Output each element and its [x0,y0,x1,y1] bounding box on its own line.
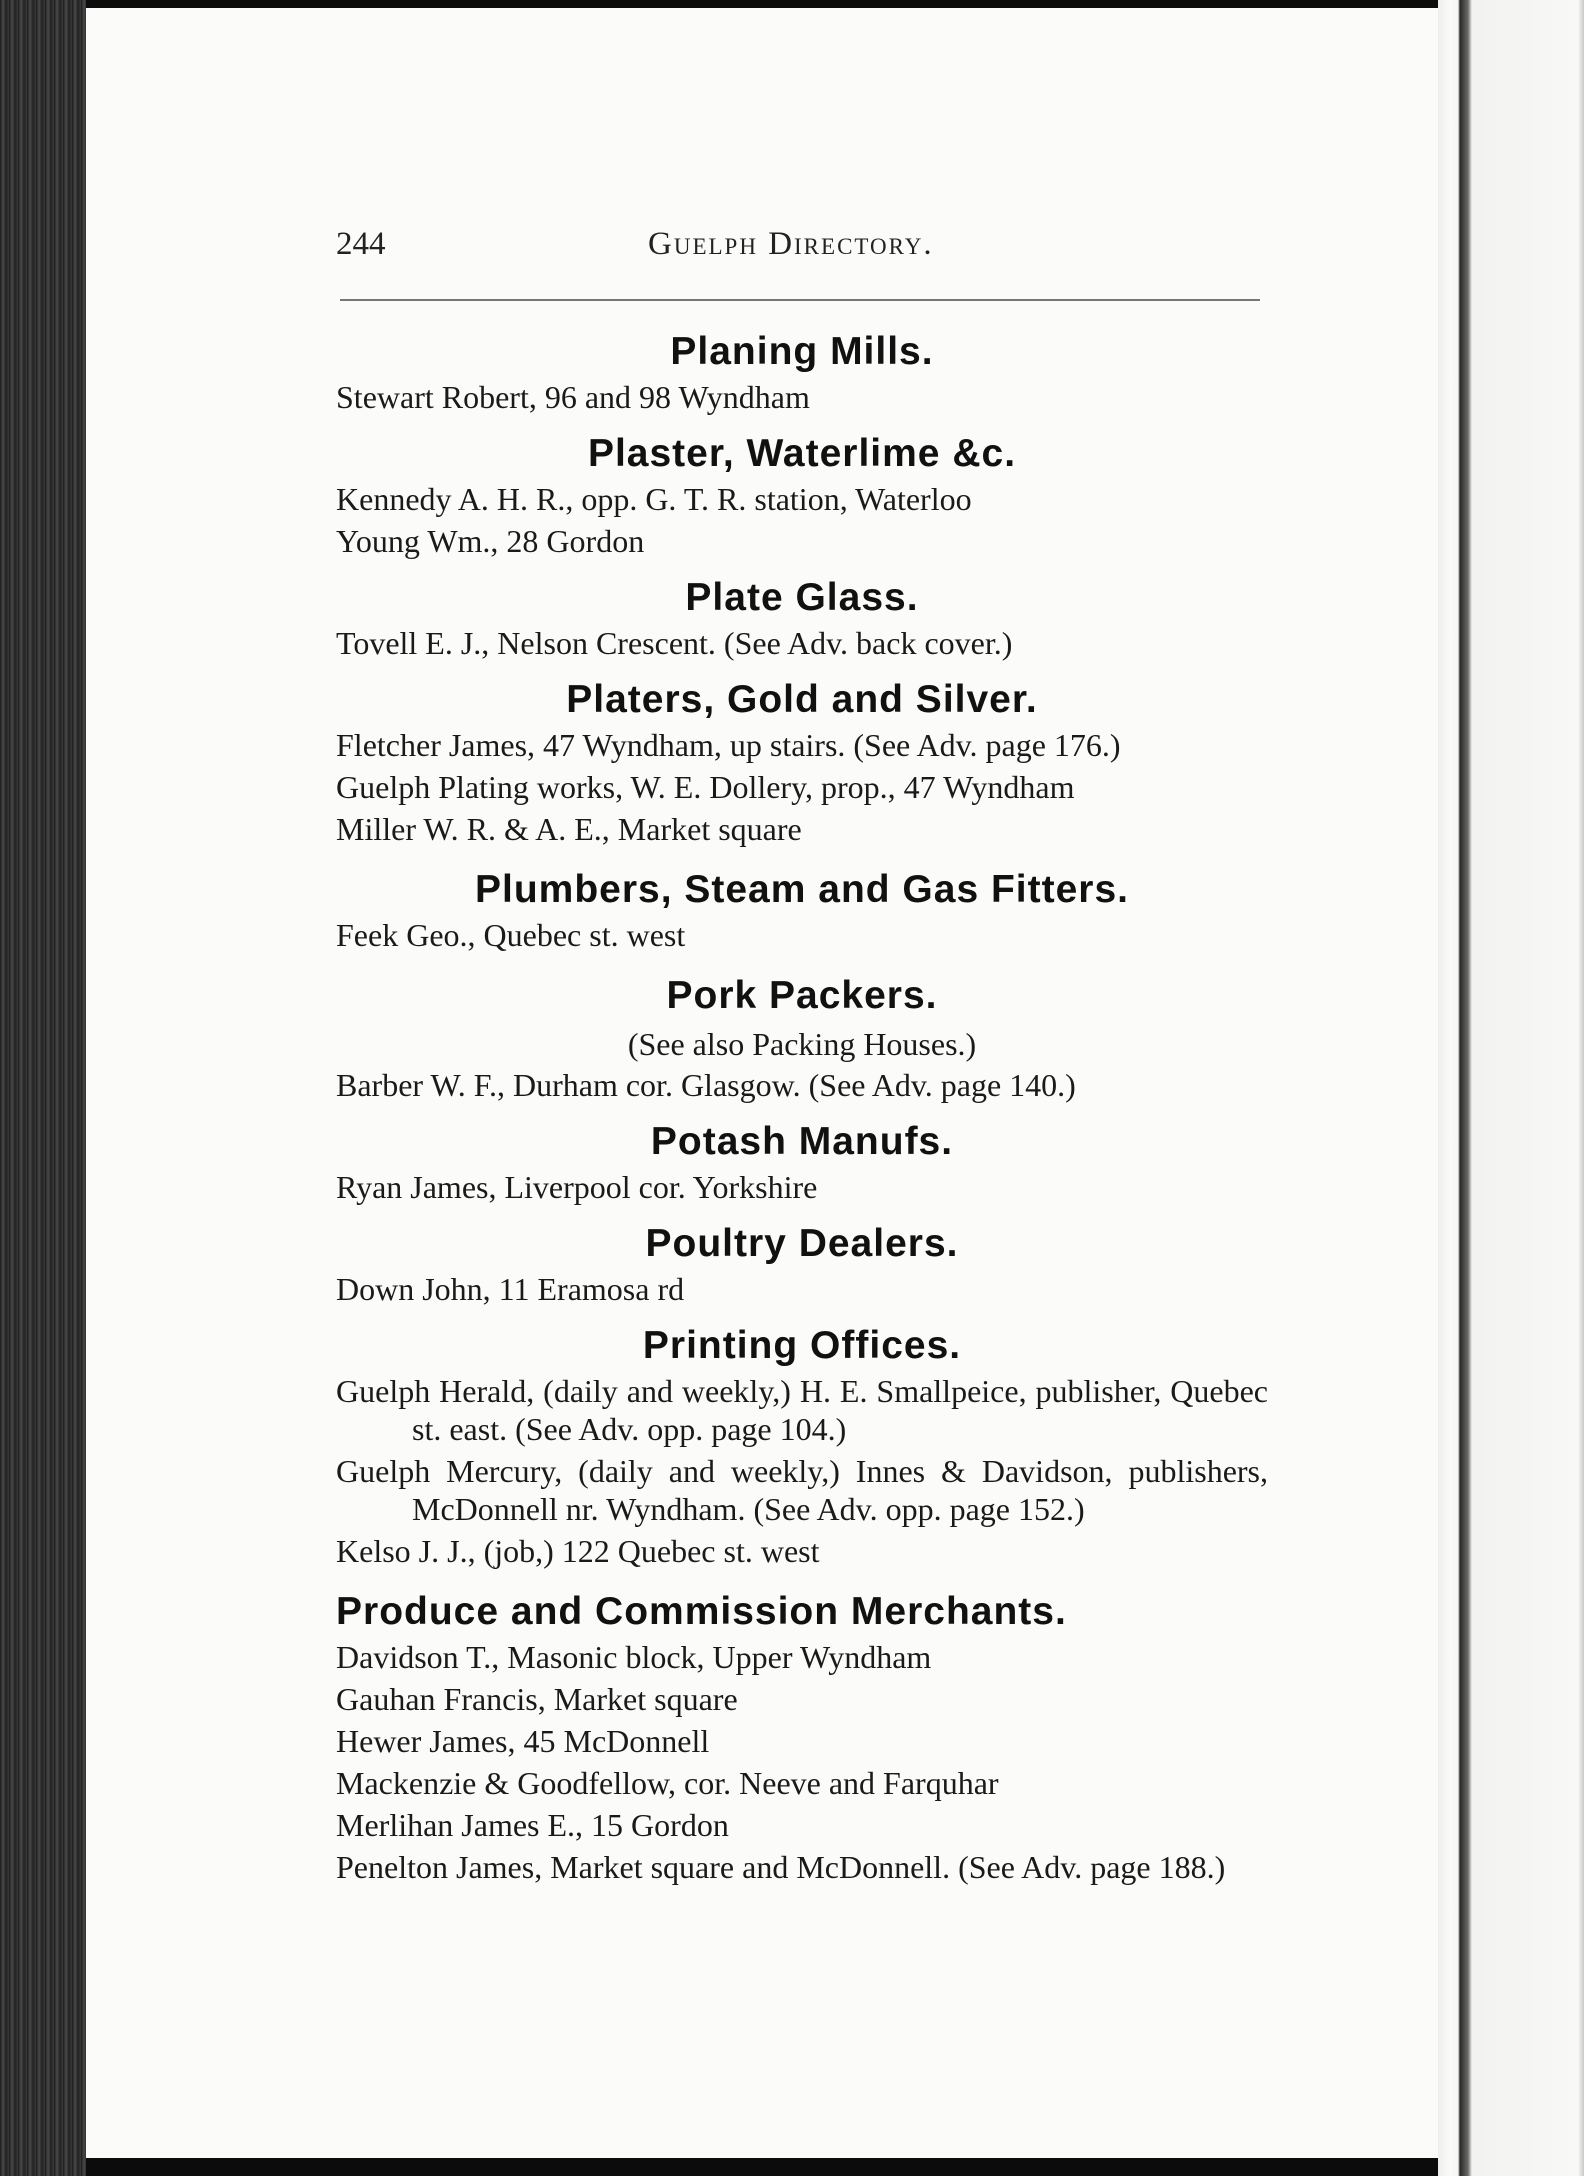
listing-entry: Ryan James, Liverpool cor. Yorkshire [336,1169,818,1205]
section-printing-offices [336,1320,1268,1570]
section-heading: Plaster, Waterlime &c. [587,432,1017,475]
listing-entry: Tovell E. J., Nelson Crescent. (See Adv. back cover.) [336,625,1013,661]
listing-entry: Barber W. F., Durham cor. Glasgow. (See Adv. page 140.) [336,1067,1076,1103]
section-heading: Pork Packers. [666,974,938,1017]
listing-entry: Hewer James, 45 McDonnell [336,1723,710,1759]
listing-entry: Merlihan James E., 15 Gordon [336,1807,729,1843]
section-plate-glass [336,572,1268,662]
section-poultry [336,1218,1268,1308]
section-heading: Plate Glass. [685,576,919,619]
section-platers [336,674,1268,848]
listing-entry: Down John, 11 Eramosa rd [336,1271,685,1307]
section-potash [336,1116,1268,1206]
section-plaster-waterlime [336,428,1268,560]
adjacent-page-edge [1438,0,1584,2176]
section-planing-mills [336,326,1268,416]
section-heading: Planing Mills. [670,330,934,373]
listing-entry: Guelph Herald, (daily and weekly,) H. E. Smallpeice, publisher, Quebec st. east. (See Adv. opp. page 104.) [336,1373,1268,1447]
listing-entry: Gauhan Francis, Market square [336,1681,738,1717]
book-spine-edge [0,0,86,2176]
listing-entry: Miller W. R. & A. E., Market square [336,811,802,847]
listing-entry: Stewart Robert, 96 and 98 Wyndham [336,379,810,415]
section-produce-commission [336,1586,1268,1886]
section-heading: Produce and Commission Merchants. [336,1590,1067,1633]
listing-entry: Penelton James, Market square and McDonnell. (See Adv. page 188.) [336,1849,1226,1885]
listing-entry: Mackenzie & Goodfellow, cor. Neeve and Farquhar [336,1765,999,1801]
cross-reference-note: (See also Packing Houses.) [627,1026,977,1062]
header-rule [340,299,1260,301]
section-pork-packers [336,970,1268,1104]
listing-entry: Kelso J. J., (job,) 122 Quebec st. west [336,1533,820,1569]
section-heading: Printing Offices. [642,1324,962,1367]
listing-entry: Guelph Mercury, (daily and weekly,) Innes & Davidson, publishers, McDonnell nr. Wyndham. (See Adv. opp. page 152.) [336,1453,1268,1527]
section-heading: Plumbers, Steam and Gas Fitters. [474,868,1130,911]
section-heading: Potash Manufs. [650,1120,954,1163]
page-header [336,226,1256,270]
listing-entry: Fletcher James, 47 Wyndham, up stairs. (See Adv. page 176.) [336,727,1121,763]
running-title: Guelph Directory. [648,226,934,262]
section-heading: Platers, Gold and Silver. [566,678,1038,721]
section-heading: Poultry Dealers. [645,1222,959,1265]
listing-entry: Feek Geo., Quebec st. west [336,917,686,953]
page-number: 244 [336,226,386,262]
section-plumbers [336,864,1268,954]
listing-entry: Davidson T., Masonic block, Upper Wyndham [336,1639,932,1675]
listing-entry: Young Wm., 28 Gordon [336,523,645,559]
directory-listing [336,326,1268,1890]
listing-entry: Guelph Plating works, W. E. Dollery, prop., 47 Wyndham [336,769,1075,805]
listing-entry: Kennedy A. H. R., opp. G. T. R. station, Waterloo [336,481,972,517]
